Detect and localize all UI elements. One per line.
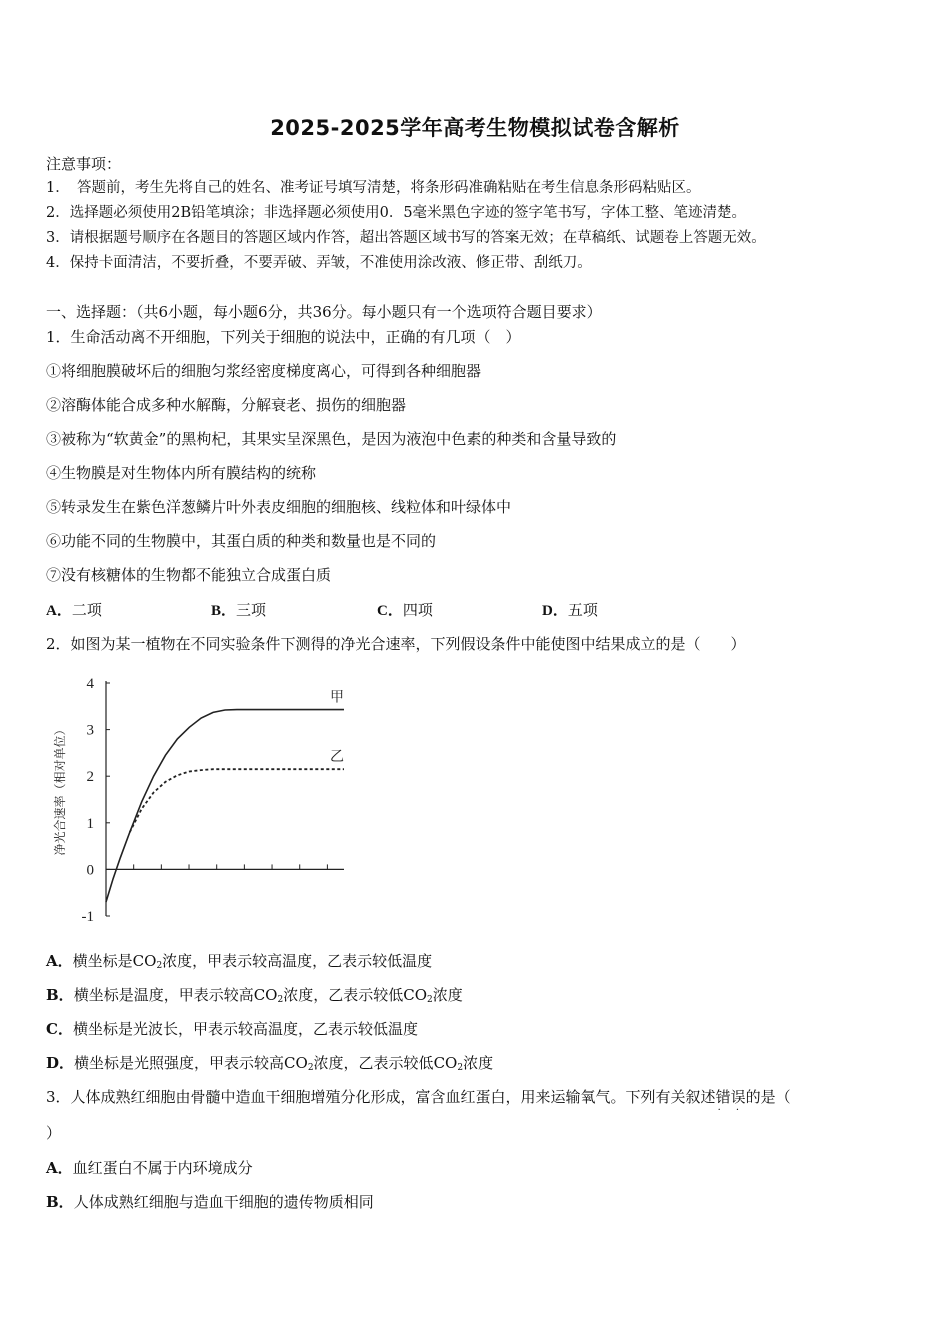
q1-statement: ④生物膜是对生物体内所有膜结构的统称 — [46, 464, 317, 482]
y-axis-label: 净光合速率（相对单位） — [53, 723, 67, 856]
series-line-甲 — [106, 710, 344, 902]
option-subscript: 2 — [307, 1063, 314, 1073]
chart-ticks — [106, 683, 327, 916]
option-letter: C． — [377, 603, 403, 619]
question-2-stem: 2．如图为某一植物在不同实验条件下测得的净光合速率，下列假设条件中能使图中结果成立的是（ ） — [46, 635, 746, 653]
q1-statement: ②溶酶体能合成多种水解酶，分解衰老、损伤的细胞器 — [46, 396, 407, 414]
series-label: 甲 — [330, 690, 344, 706]
section-heading: 一、选择题：（共6小题，每小题6分，共36分。每小题只有一个选项符合题目要求） — [46, 303, 602, 321]
q1-option-c[interactable] — [377, 600, 433, 621]
option-letter: A． — [46, 1159, 73, 1177]
q1-options — [46, 600, 846, 620]
option-text: 横坐标是 — [72, 952, 133, 970]
notice-item: 4．保持卡面清洁，不要折叠，不要弄破、弄皱，不准使用涂改液、修正带、刮纸刀。 — [46, 255, 592, 271]
notice-item: 1． 答题前，考生先将自己的姓名、准考证号填写清楚，将条形码准确粘贴在考生信息条形码粘贴区。 — [46, 180, 701, 196]
option-chem: CO — [403, 986, 428, 1004]
notice-item: 3．请根据题号顺序在各题目的答题区域内作答，超出答题区域书写的答案无效；在草稿纸、试题卷上答题无效。 — [46, 230, 766, 246]
q2-option-d[interactable] — [46, 1053, 493, 1078]
q1-statement: ⑥功能不同的生物膜中，其蛋白质的种类和数量也是不同的 — [46, 532, 437, 550]
page-title: 2025-2025学年高考生物模拟试卷含解析 — [270, 116, 680, 140]
q2-option-b[interactable] — [46, 985, 463, 1010]
option-letter: B． — [46, 986, 74, 1004]
option-letter: D． — [46, 1054, 75, 1072]
chart-labels — [52, 676, 344, 925]
option-text: 横坐标是温度，甲表示较高 — [73, 986, 254, 1004]
option-letter: C． — [46, 1020, 73, 1038]
q1-statement: ⑤转录发生在紫色洋葱鳞片叶外表皮细胞的细胞核、线粒体和叶绿体中 — [46, 498, 512, 516]
option-text: 浓度 — [432, 986, 463, 1004]
y-tick-label: 1 — [86, 815, 94, 832]
question-1-stem: 1．生命活动离不开细胞，下列关于细胞的说法中，正确的有几项（ ） — [46, 328, 521, 346]
stem-text: 的是（ — [745, 1088, 791, 1106]
y-tick-label: 3 — [86, 722, 94, 739]
q2-option-c[interactable] — [46, 1019, 418, 1039]
option-text: 三项 — [236, 601, 267, 619]
option-subscript: 2 — [427, 995, 433, 1005]
q2-option-a[interactable] — [46, 951, 432, 976]
option-text: 横坐标是光照强度，甲表示较高 — [74, 1054, 285, 1072]
notice-heading: 注意事项： — [46, 155, 122, 173]
option-text: 二项 — [71, 601, 102, 619]
q3-option-a[interactable] — [46, 1158, 253, 1178]
option-letter: B． — [211, 603, 237, 619]
series-line-乙 — [130, 769, 344, 832]
stem-text: 3．人体成熟红细胞由骨髓中造血干细胞增殖分化形成，富含血红蛋白，用来运输氧气。下列有关叙述 — [46, 1088, 716, 1106]
option-text: 横坐标是光波长，甲表示较高温度，乙表示较低温度 — [72, 1020, 418, 1038]
q1-option-a[interactable] — [46, 600, 102, 621]
series-label: 乙 — [330, 750, 344, 766]
chart-axes — [106, 681, 344, 916]
option-text: 浓度，甲表示较高温度，乙表示较低温度 — [162, 952, 433, 970]
option-letter: B． — [46, 1193, 74, 1211]
question-3-stem-cont: ） — [46, 1124, 62, 1142]
option-chem: CO — [433, 1054, 458, 1072]
option-subscript: 2 — [277, 995, 284, 1005]
option-text: 人体成熟红细胞与造血干细胞的遗传物质相同 — [73, 1193, 374, 1211]
option-chem: CO — [253, 986, 278, 1004]
chart-series — [106, 710, 344, 902]
option-text: 血红蛋白不属于内环境成分 — [72, 1159, 253, 1177]
y-tick-label: 0 — [86, 862, 94, 879]
option-text: 五项 — [567, 601, 598, 619]
q1-statement: ①将细胞膜破坏后的细胞匀浆经密度梯度离心，可得到各种细胞器 — [46, 362, 482, 380]
option-text: 浓度，乙表示较低 — [313, 1054, 434, 1072]
option-text: 浓度，乙表示较低 — [283, 986, 404, 1004]
net-photosynthesis-chart — [46, 668, 356, 928]
y-tick-label: -1 — [81, 909, 94, 925]
emphasized-word: 错误 · · — [716, 1087, 746, 1107]
option-text: 四项 — [402, 601, 433, 619]
option-letter: A． — [46, 603, 72, 619]
q1-option-d[interactable] — [542, 600, 598, 621]
notice-item: 2．选择题必须使用2B铅笔填涂；非选择题必须使用0．5毫米黑色字迹的签字笔书写，字体工整、笔迹清楚。 — [46, 205, 747, 221]
option-chem: CO — [132, 952, 157, 970]
y-tick-label: 2 — [86, 769, 94, 786]
q1-statement: ⑦没有核糖体的生物都不能独立合成蛋白质 — [46, 566, 332, 584]
option-text: 浓度 — [463, 1054, 494, 1072]
option-chem: CO — [284, 1054, 308, 1072]
option-letter: D． — [542, 603, 568, 619]
question-3-stem — [46, 1087, 791, 1107]
y-tick-label: 4 — [86, 676, 94, 692]
q1-statement: ③被称为“软黄金”的黑枸杞，其果实呈深黑色，是因为液泡中色素的种类和含量导致的 — [46, 430, 617, 448]
option-subscript: 2 — [457, 1063, 464, 1073]
q3-option-b[interactable] — [46, 1192, 374, 1212]
q1-option-b[interactable] — [211, 600, 266, 621]
option-subscript: 2 — [156, 961, 163, 971]
option-letter: A． — [46, 952, 73, 970]
